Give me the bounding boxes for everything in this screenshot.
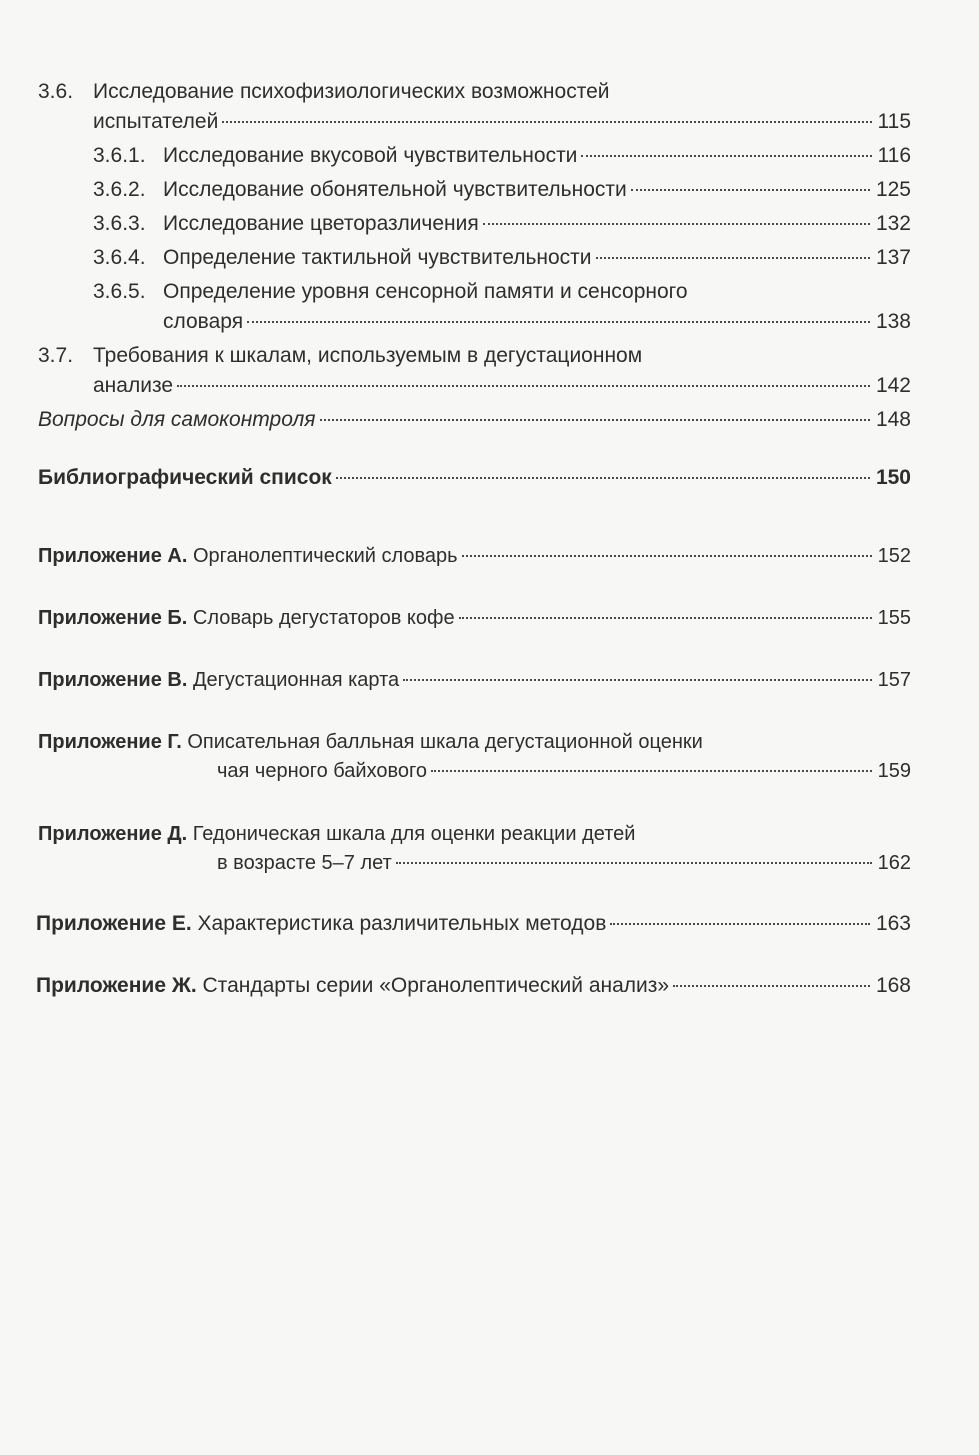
appendix-label: Приложение Д.: [38, 823, 188, 845]
page-number: 125: [875, 178, 911, 201]
page-number: 116: [877, 144, 911, 167]
appendix-title: Дегустационная карта: [192, 669, 400, 691]
toc-entry-3-6-4: [0, 243, 979, 273]
leader-dots: [431, 770, 872, 772]
leader-dots: [459, 617, 872, 619]
appendix-title: Гедоническая шкала для оценки реакции детей: [192, 823, 636, 845]
leader-dots: [320, 419, 870, 421]
leader-dots: [177, 385, 870, 387]
section-title: Требования к шкалам, используемым в дегустационном: [93, 344, 643, 367]
leader-dots: [396, 862, 872, 864]
section-title-cont: испытателей: [93, 110, 219, 133]
page-number: 152: [877, 545, 911, 567]
toc-entry-3-6-2: [0, 175, 979, 205]
section-number: 3.6.: [38, 80, 74, 103]
toc-entry-appendix-b: [0, 603, 979, 633]
toc-entry-appendix-e: [0, 909, 979, 939]
appendix-label: Приложение Г.: [38, 731, 182, 753]
appendix-label: Приложение Е.: [36, 912, 192, 935]
leader-dots: [222, 121, 871, 123]
appendix-label: Приложение А.: [38, 545, 188, 567]
appendix-title: Описательная балльная шкала дегустационной оценки: [187, 731, 703, 753]
toc-entry-3-7: [0, 341, 979, 371]
toc-entry-3-6: [0, 77, 979, 107]
appendix-label: Приложение В.: [38, 669, 188, 691]
appendix-title-cont: в возрасте 5–7 лет: [217, 852, 392, 874]
leader-dots: [581, 155, 871, 157]
page-number: 137: [875, 246, 911, 269]
toc-entry-3-6-cont: [0, 107, 979, 137]
section-number: 3.6.1.: [93, 144, 146, 167]
leader-dots: [247, 321, 870, 323]
page-number: 155: [877, 607, 911, 629]
toc-entry-appendix-a: [0, 541, 979, 571]
toc-entry-appendix-g-cont: [0, 756, 979, 786]
section-number: 3.6.2.: [93, 178, 146, 201]
page-number: 148: [875, 408, 911, 431]
toc-entry-appendix-d-cont: [0, 848, 979, 878]
leader-dots: [336, 477, 870, 479]
section-number: 3.6.5.: [93, 280, 146, 303]
leader-dots: [673, 985, 870, 987]
toc-entry-appendix-g: [0, 727, 979, 757]
section-number: 3.7.: [38, 344, 74, 367]
leader-dots: [631, 189, 870, 191]
page-number: 138: [875, 310, 911, 333]
toc-entry-3-6-1: [0, 141, 979, 171]
toc-entry-3-6-5: [0, 277, 979, 307]
page-number: 132: [875, 212, 911, 235]
section-number: 3.6.3.: [93, 212, 146, 235]
section-title-cont: словаря: [163, 310, 244, 333]
leader-dots: [403, 679, 871, 681]
appendix-title-cont: чая черного байхового: [217, 760, 427, 782]
section-title-cont: анализе: [93, 374, 174, 397]
toc-entry-3-6-5-cont: [0, 307, 979, 337]
toc-entry-questions: [0, 405, 979, 435]
appendix-title: Стандарты серии «Органолептический анализ»: [202, 974, 670, 997]
section-title: Определение тактильной чувствительности: [163, 246, 592, 269]
appendix-title: Характеристика различительных методов: [197, 912, 607, 935]
page-number: 163: [875, 912, 911, 935]
page-number: 150: [875, 466, 911, 489]
leader-dots: [483, 223, 870, 225]
leader-dots: [610, 923, 870, 925]
section-title: Исследование психофизиологических возможностей: [93, 80, 610, 103]
appendix-title: Органолептический словарь: [192, 545, 458, 567]
section-title: Исследование обонятельной чувствительности: [163, 178, 627, 201]
page-number: 115: [877, 110, 911, 133]
page-number: 162: [877, 852, 911, 874]
page-number: 157: [877, 669, 911, 691]
questions-title: Вопросы для самоконтроля: [38, 408, 316, 431]
section-title: Исследование цветоразличения: [163, 212, 479, 235]
toc-entry-3-6-3: [0, 209, 979, 239]
toc-entry-appendix-zh: [0, 971, 979, 1001]
toc-entry-appendix-v: [0, 665, 979, 695]
section-title: Определение уровня сенсорной памяти и сенсорного: [163, 280, 688, 303]
section-number: 3.6.4.: [93, 246, 146, 269]
page-number: 168: [875, 974, 911, 997]
page-number: 159: [877, 760, 911, 782]
leader-dots: [462, 555, 872, 557]
bibliography-title: Библиографический список: [38, 466, 332, 489]
appendix-label: Приложение Ж.: [36, 974, 197, 997]
page-number: 142: [875, 374, 911, 397]
leader-dots: [596, 257, 870, 259]
section-title: Исследование вкусовой чувствительности: [163, 144, 578, 167]
toc-entry-3-7-cont: [0, 371, 979, 401]
appendix-label: Приложение Б.: [38, 607, 188, 629]
appendix-title: Словарь дегустаторов кофе: [192, 607, 455, 629]
toc-entry-bibliography: [0, 463, 979, 493]
toc-entry-appendix-d: [0, 819, 979, 849]
